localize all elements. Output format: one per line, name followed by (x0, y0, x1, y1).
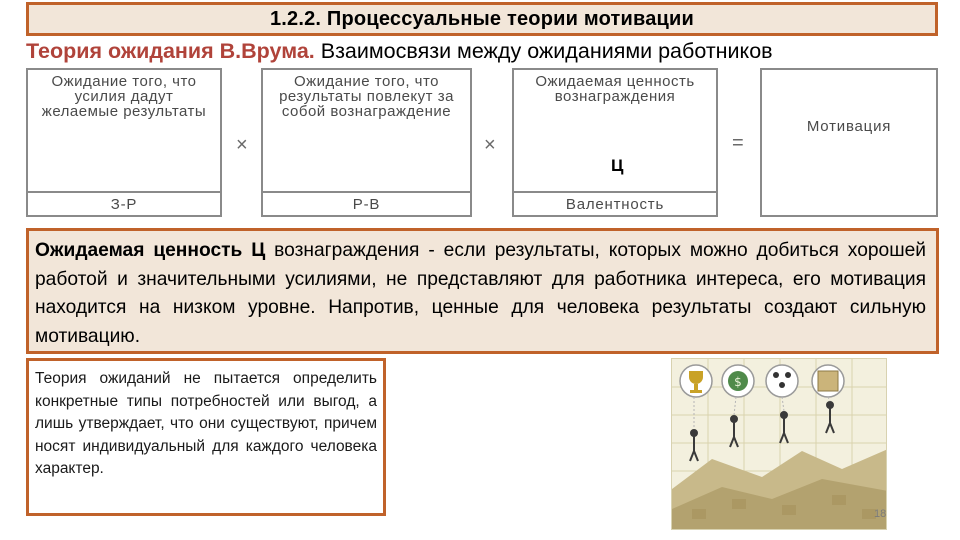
scheme-box-footer: Р-В (352, 196, 381, 213)
valence-explanation-panel (26, 228, 939, 354)
slide-title: 1.2.2. Процессуальные теории мотивации (269, 7, 695, 30)
scheme-box-text: Ожидание того, что усилия дадут желаемые результаты (41, 73, 207, 120)
theory-note: Теория ожиданий не пытается определить конкретные типы потребностей или выгод, а лишь утверждает, что они существуют, причем носят индивидуальный для каждого человека характер. (35, 370, 377, 477)
scheme-box-motivation (760, 68, 938, 217)
scheme-box-footer: Валентность (565, 196, 665, 213)
puzzle-illustration-svg (672, 359, 887, 530)
scheme-box-valence (512, 68, 718, 217)
subtitle-rest: Взаимосвязи между ожиданиями работников (314, 39, 773, 63)
scheme-divider (28, 191, 220, 193)
scheme-box-text: Мотивация (806, 118, 892, 135)
scheme-divider (263, 191, 470, 193)
scheme-divider (514, 191, 716, 193)
valence-term: Ожидаемая ценность Ц (35, 240, 266, 261)
equals-sign: = (732, 132, 744, 154)
valence-letter: Ц (611, 156, 624, 175)
theory-note-panel (26, 358, 386, 516)
puzzle-illustration (671, 358, 887, 530)
scheme-box-effort-result (26, 68, 222, 217)
scheme-box-text: Ожидаемая ценность вознаграждения (535, 73, 695, 105)
slide-title-bar (26, 2, 938, 36)
page-number: 18 (874, 508, 887, 520)
scheme-box-text: Ожидание того, что результаты повлекут за собой вознаграждение (279, 73, 454, 120)
valence-text: вознаграждения - если результаты, которых можно добиться хорошей работой и значительными усилиями, не представляют для работника интереса, его мотивация находится на низком уровне. Напротив, ценные для человека результаты создают сильную мотивацию. (35, 240, 926, 347)
subtitle-accent: Теория ожидания В.Врума. (26, 39, 315, 63)
svg-text:$: $ (734, 375, 742, 389)
scheme-box-result-reward (261, 68, 472, 217)
multiply-sign: × (484, 134, 496, 156)
valence-explanation (35, 237, 926, 351)
multiply-sign: × (236, 134, 248, 156)
scheme-box-footer: З-Р (110, 196, 138, 213)
subtitle (26, 39, 946, 64)
